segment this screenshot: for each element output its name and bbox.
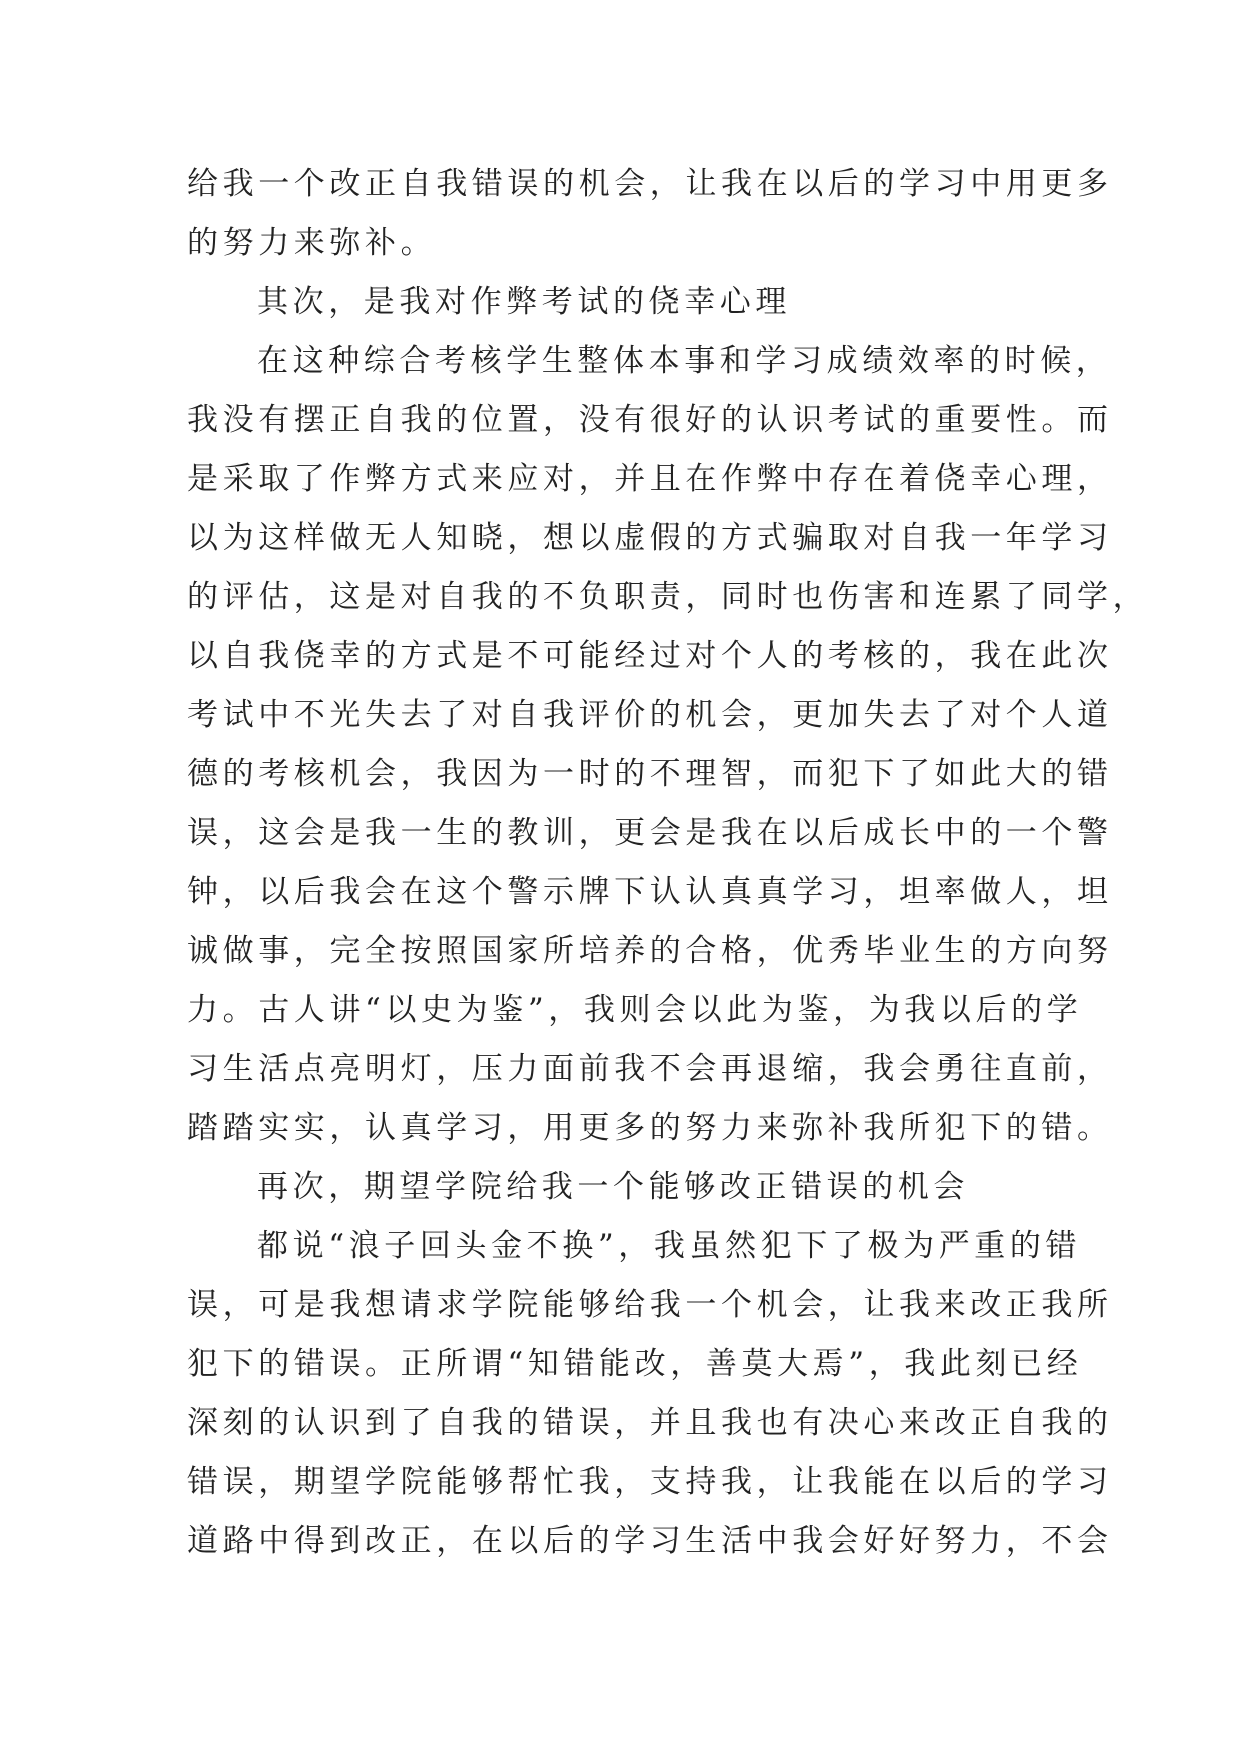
text-line: 深刻的认识到了自我的错误，并且我也有决心来改正自我的 <box>187 1405 1113 1441</box>
text-line: 的努力来弥补。 <box>187 225 437 261</box>
text-line: 习生活点亮明灯，压力面前我不会再退缩，我会勇往直前， <box>187 1051 1113 1087</box>
text-line: 钟，以后我会在这个警示牌下认认真真学习，坦率做人，坦 <box>187 874 1113 910</box>
text-line: 给我一个改正自我错误的机会，让我在以后的学习中用更多 <box>187 166 1113 202</box>
text-line: 德的考核机会，我因为一时的不理智，而犯下了如此大的错 <box>187 756 1113 792</box>
text-line: 错误，期望学院能够帮忙我，支持我，让我能在以后的学习 <box>187 1464 1113 1500</box>
body-text <box>187 155 1149 1571</box>
text-line: 考试中不光失去了对自我评价的机会，更加失去了对个人道 <box>187 697 1113 733</box>
section-heading: 其次，是我对作弊考试的侥幸心理 <box>257 284 791 320</box>
paragraph-start-line: 都说“浪子回头金不换”，我虽然犯下了极为严重的错 <box>257 1228 1082 1264</box>
text-line: 误，可是我想请求学院能够给我一个机会，让我来改正我所 <box>187 1287 1113 1323</box>
section-heading: 再次，期望学院给我一个能够改正错误的机会 <box>257 1169 969 1205</box>
text-line: 是采取了作弊方式来应对，并且在作弊中存在着侥幸心理， <box>187 461 1113 497</box>
paragraph-start-line: 在这种综合考核学生整体本事和学习成绩效率的时候， <box>257 343 1112 379</box>
text-line: 我没有摆正自我的位置，没有很好的认识考试的重要性。而 <box>187 402 1113 438</box>
text-line: 力。古人讲“以史为鉴”，我则会以此为鉴，为我以后的学 <box>187 992 1083 1028</box>
text-line: 诚做事，完全按照国家所培养的合格，优秀毕业生的方向努 <box>187 933 1113 969</box>
text-line: 的评估，这是对自我的不负职责，同时也伤害和连累了同学， <box>187 579 1149 615</box>
text-line: 犯下的错误。正所谓“知错能改，善莫大焉”，我此刻已经 <box>187 1346 1083 1382</box>
text-line: 道路中得到改正，在以后的学习生活中我会好好努力，不会 <box>187 1523 1113 1559</box>
text-line: 误，这会是我一生的教训，更会是我在以后成长中的一个警 <box>187 815 1113 851</box>
text-line: 以为这样做无人知晓，想以虚假的方式骗取对自我一年学习 <box>187 520 1113 556</box>
text-line: 以自我侥幸的方式是不可能经过对个人的考核的，我在此次 <box>187 638 1113 674</box>
text-line: 踏踏实实，认真学习，用更多的努力来弥补我所犯下的错。 <box>187 1110 1113 1146</box>
